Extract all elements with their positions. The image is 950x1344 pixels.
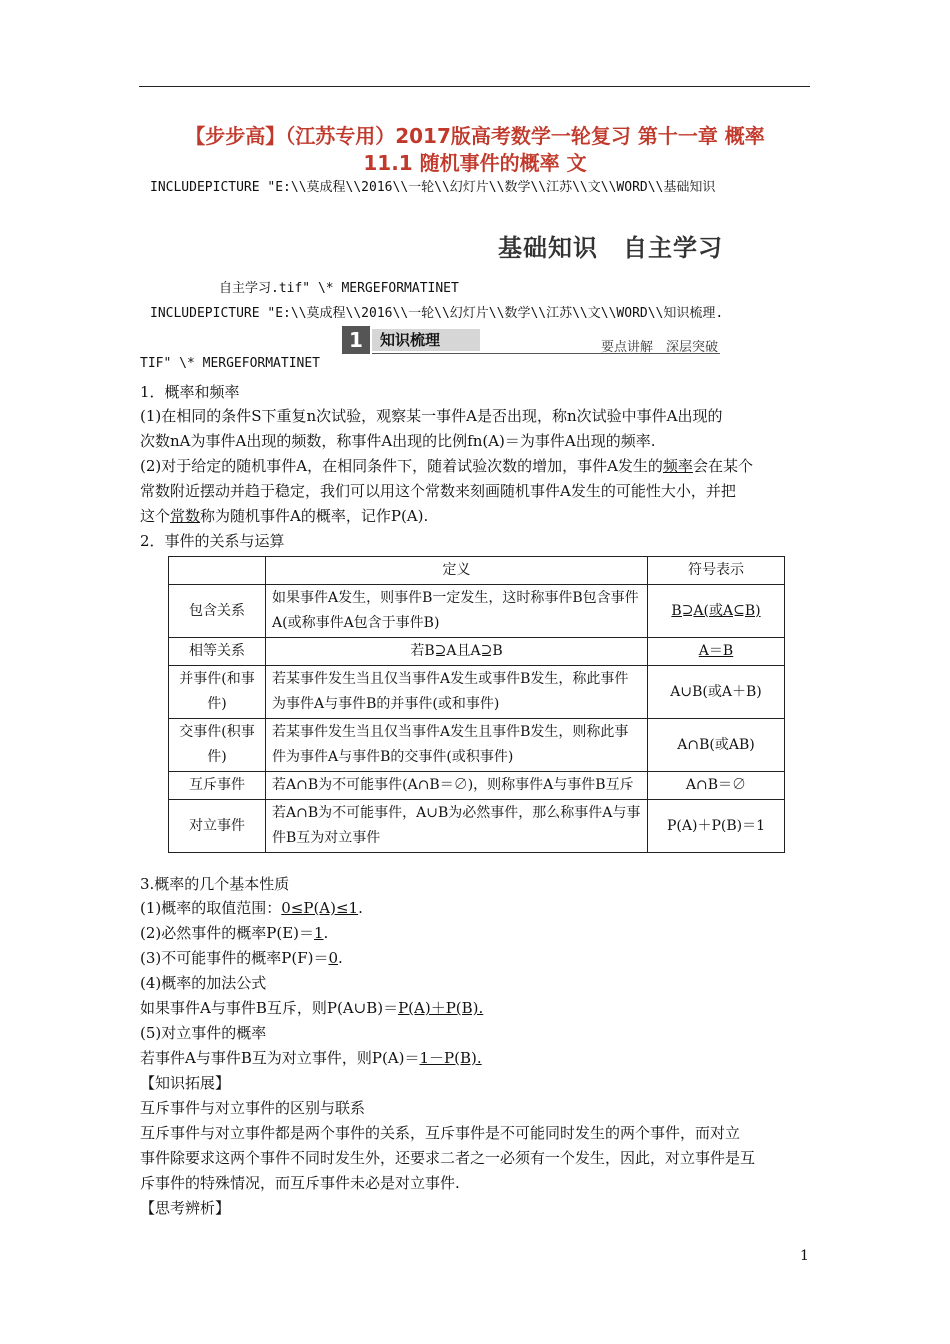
row-def: 若某事件发生当且仅当事件A发生或事件B发生，称此事件为事件A与事件B的并事件(或和事件) [266,666,648,719]
doc-title-line2: 11.1 随机事件的概率 文 [363,151,587,175]
ext-p3: 斥事件的特殊情况，而互斥事件未必是对立事件. [140,1174,460,1192]
row-name: 对立事件 [169,800,266,853]
row-sym: A∩B＝∅ [648,772,785,800]
section-underline [372,353,720,354]
row-sym: A＝B [648,638,785,666]
s3-l7: 若事件A与事件B互为对立事件，则P(A)＝1－P(B). [140,1049,482,1067]
table-row [169,638,785,666]
doc-title-line1: 【步步高】（江苏专用）2017版高考数学一轮复习 第十一章 概率 [185,124,765,148]
s1-p2b: 常数附近摆动并趋于稳定，我们可以用这个常数来刻画随机事件A发生的可能性大小，并把 [140,482,736,500]
row-def: 若某事件发生当且仅当事件A发生且事件B发生，则称此事件为事件A与事件B的交事件(或积事件) [266,719,648,772]
relations-table [168,556,785,853]
s3-heading: 3.概率的几个基本性质 [140,875,290,893]
header-rule [139,86,810,87]
table-row [169,719,785,772]
table-header-cell: 定义 [266,557,648,585]
s3-l1: (1)概率的取值范围：0≤P(A)≤1. [140,899,363,917]
answer-blank: 1 [314,924,324,942]
row-name: 相等关系 [169,638,266,666]
s3-l6: (5)对立事件的概率 [140,1024,267,1042]
s2-heading: 2．事件的关系与运算 [140,532,285,550]
row-def: 如果事件A发生，则事件B一定发生，这时称事件B包含事件A(或称事件A包含于事件B) [266,585,648,638]
s1-p2c: 这个常数称为随机事件A的概率，记作P(A). [140,507,429,525]
row-name: 并事件(和事件) [169,666,266,719]
include-field-1-cont: 自主学习.tif" \* MERGEFORMATINET [219,281,459,296]
s3-l4: (4)概率的加法公式 [140,974,267,992]
table-row [169,666,785,719]
ext-label: 【知识拓展】 [140,1074,231,1092]
ext-p2: 事件除要求这两个事件不同时发生外，还要求二者之一必须有一个发生，因此，对立事件是互 [140,1149,756,1167]
include-field-2: INCLUDEPICTURE "E:\\莫成程\\2016\\一轮\\幻灯片\\数学\\江苏\\文\\WORD\\知识梳理. [150,306,724,321]
answer-blank: 常数 [170,507,201,525]
answer-blank: 0 [328,949,338,967]
row-def: 若A∩B为不可能事件(A∩B＝∅)，则称事件A与事件B互斥 [266,772,648,800]
answer-blank: 0≤P(A)≤1 [281,899,359,917]
section-subtitle: 要点讲解 深层突破 [600,340,718,355]
row-sym: A∪B(或A＋B) [648,666,785,719]
think-label: 【思考辨析】 [140,1199,231,1217]
row-def: 若B⊇A且A⊇B [266,638,648,666]
include-field-2-cont: TIF" \* MERGEFORMATINET [140,356,321,371]
table-row [169,800,785,853]
s1-p1a: (1)在相同的条件S下重复n次试验，观察某一事件A是否出现，称n次试验中事件A出现的 [140,407,723,425]
s3-l2: (2)必然事件的概率P(E)＝1. [140,924,329,942]
row-name: 交事件(积事件) [169,719,266,772]
table-row [169,772,785,800]
answer-blank: 频率 [662,457,693,475]
row-name: 互斥事件 [169,772,266,800]
include-field-1: INCLUDEPICTURE "E:\\莫成程\\2016\\一轮\\幻灯片\\数学\\江苏\\文\\WORD\\基础知识 [150,180,716,195]
table-header-cell [169,557,266,585]
s1-heading: 1．概率和频率 [140,383,240,401]
s1-p2a: (2)对于给定的随机事件A，在相同条件下，随着试验次数的增加，事件A发生的频率会在某个 [140,457,753,475]
page-number: 1 [800,1248,809,1264]
table-row [169,585,785,638]
foundation-banner: 基础知识 自主学习 [498,234,723,262]
row-def: 若A∩B为不可能事件，A∪B为必然事件，那么称事件A与事件B互为对立事件 [266,800,648,853]
s3-l5: 如果事件A与事件B互斥，则P(A∪B)＝P(A)＋P(B). [140,999,484,1017]
s1-p1b: 次数nA为事件A出现的频数，称事件A出现的比例fn(A)＝为事件A出现的频率. [140,432,656,450]
row-sym: B⊇A(或A⊆B) [648,585,785,638]
section-banner [342,326,720,354]
section-number: 1 [342,326,370,354]
s3-l3: (3)不可能事件的概率P(F)＝0. [140,949,343,967]
answer-blank: 1－P(B). [419,1049,482,1067]
row-name: 包含关系 [169,585,266,638]
row-sym: P(A)＋P(B)＝1 [648,800,785,853]
table-header-row [169,557,785,585]
table-header-cell: 符号表示 [648,557,785,585]
row-sym: A∩B(或AB) [648,719,785,772]
ext-title: 互斥事件与对立事件的区别与联系 [140,1099,366,1117]
section-title: 知识梳理 [372,329,480,351]
ext-p1: 互斥事件与对立事件都是两个事件的关系，互斥事件是不可能同时发生的两个事件，而对立 [140,1124,741,1142]
answer-blank: P(A)＋P(B). [398,999,484,1017]
